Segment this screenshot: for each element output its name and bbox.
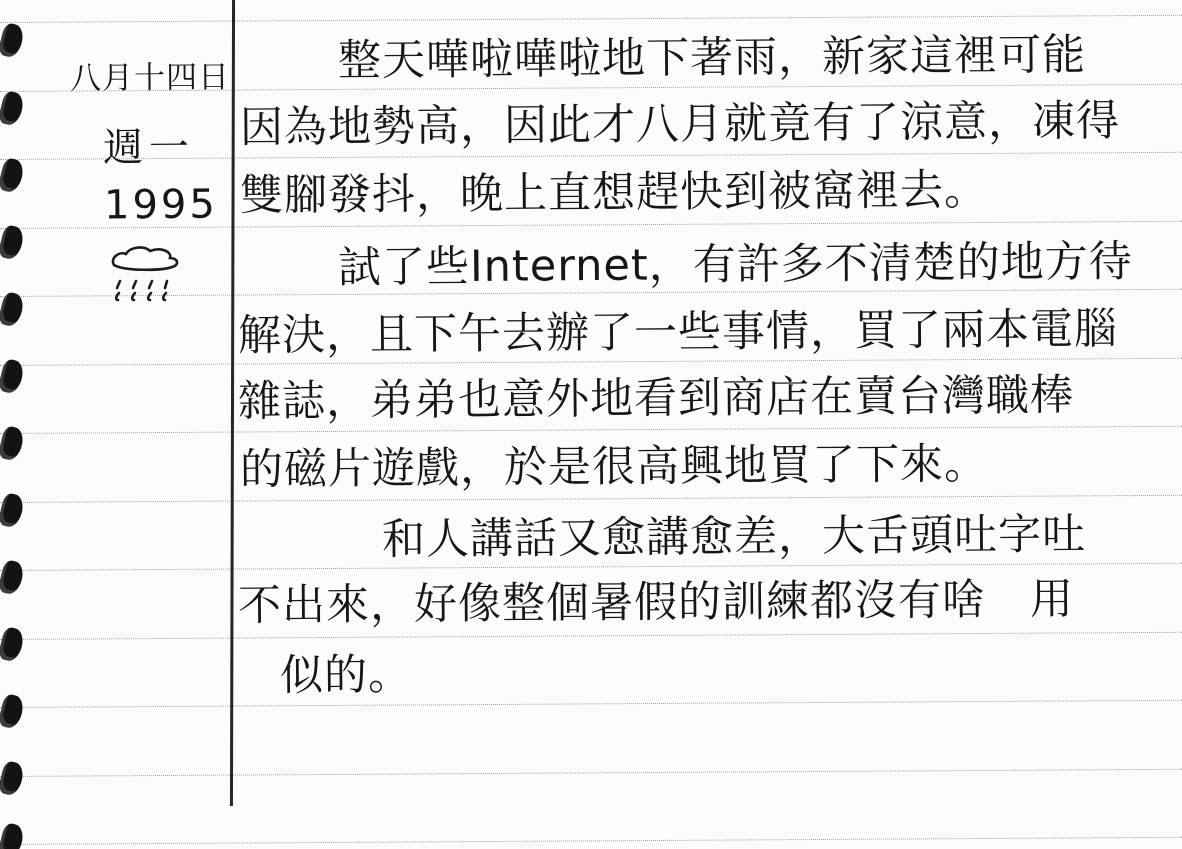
diary-line: 的磁片遊戲，於是很高興地買了下來。	[239, 439, 989, 495]
ruled-line	[0, 632, 1182, 640]
spiral-binding-hole	[0, 626, 26, 663]
diary-line: 整天嘩啦嘩啦地下著雨，新家這裡可能	[337, 30, 1087, 86]
ruled-line	[0, 700, 1182, 708]
diary-line: 雜誌，弟弟也意外地看到商店在賣台灣職棒	[237, 370, 1075, 427]
spiral-binding-hole	[0, 157, 26, 194]
spiral-binding-hole	[0, 822, 26, 849]
spiral-binding-hole	[0, 559, 26, 596]
diary-line: 解決，且下午去辦了一些事情，買了兩本電腦	[237, 304, 1119, 361]
spiral-binding-hole	[0, 492, 26, 529]
rain-cloud-icon	[104, 243, 192, 325]
diary-line: 雙腳發抖，晚上直想趕快到被窩裡去。	[239, 165, 989, 221]
spiral-binding-hole	[0, 90, 26, 127]
ruled-line	[0, 15, 1182, 23]
spiral-binding-hole	[0, 425, 26, 462]
diary-line: 試了些Internet，有許多不清楚的地方待	[337, 236, 1133, 293]
diary-line: 和人講話又愈講愈差，大舌頭吐字吐	[381, 509, 1087, 565]
diary-line: 因為地勢高，因此才八月就竟有了涼意，凍得	[239, 96, 1121, 153]
diary-line: 似的。	[279, 649, 413, 701]
ruled-line	[0, 769, 1182, 777]
spiral-binding-hole	[0, 760, 26, 797]
diary-line: 不出來，好像整個暑假的訓練都沒有啥 用	[237, 574, 1075, 631]
ruled-line	[0, 495, 1182, 503]
ruled-line	[0, 426, 1182, 434]
spiral-binding-hole	[0, 358, 26, 395]
margin-line	[230, 0, 235, 806]
diary-weekday: 週一	[102, 124, 196, 172]
spiral-binding-hole	[0, 22, 26, 59]
ruled-line	[0, 837, 1182, 845]
diary-date: 八月十四日	[69, 59, 231, 97]
diary-year: 1995	[103, 181, 218, 229]
spiral-binding-hole	[0, 693, 26, 730]
spiral-binding-hole	[0, 224, 26, 261]
